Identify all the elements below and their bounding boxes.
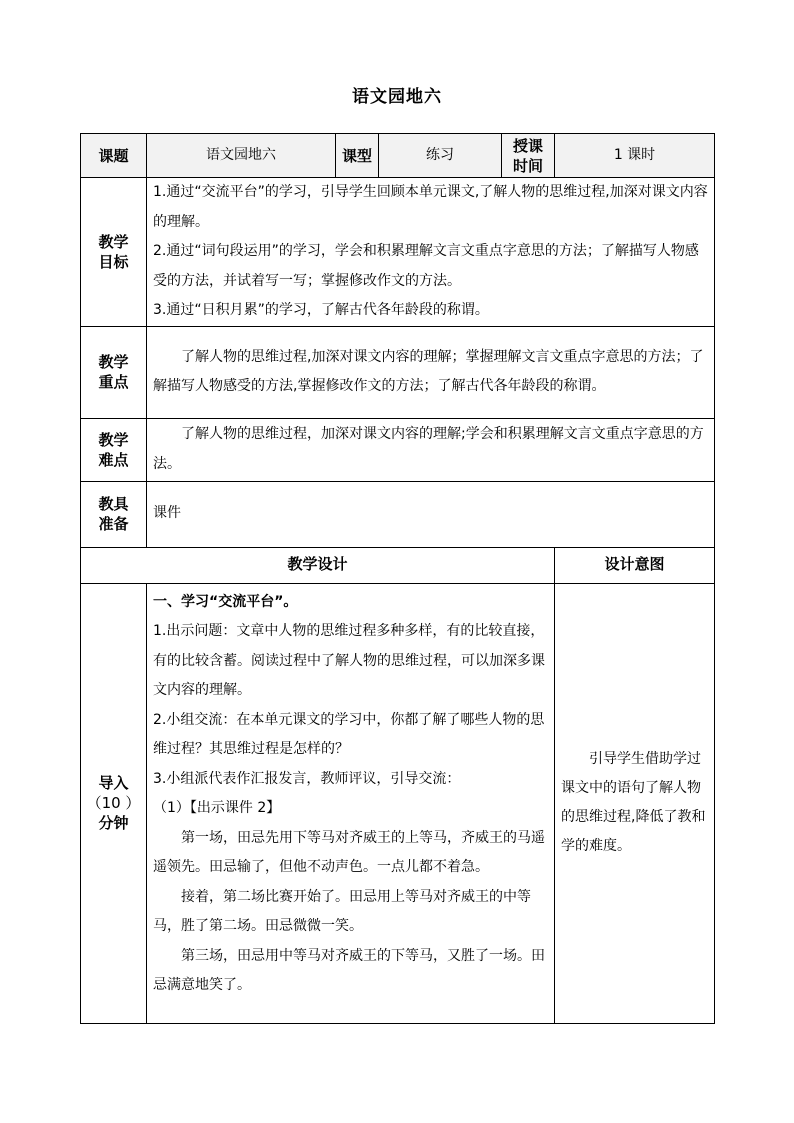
difficulties-content [147, 418, 715, 481]
time-value: 1 课时 [555, 134, 715, 178]
time-label-line1: 授课 [512, 136, 543, 155]
intro-label-line3: 分钟 [98, 814, 129, 832]
time-label [502, 134, 555, 178]
type-value: 练习 [379, 134, 502, 178]
intro-para: （1）【出示课件 2】 [153, 800, 281, 816]
intro-para: 接着，第二场比赛开始了。田忌用上等马对齐威王的中等马，胜了第二场。田忌微微一笑。 [153, 888, 531, 934]
intro-intent [555, 583, 715, 1023]
objectives-label [81, 178, 147, 327]
intro-heading: 一、学习“交流平台”。 [153, 593, 298, 610]
key-points-text: 了解人物的思维过程,加深对课文内容的理解；掌握理解文言文重点字意思的方法；了解描写人物感受的方法,掌握修改作文的方法；了解古代各年龄段的称谓。 [153, 348, 704, 394]
type-label: 课型 [336, 134, 379, 178]
materials-content: 课件 [147, 481, 715, 547]
intro-para: 第三场，田忌用中等马对齐威王的下等马，又胜了一场。田忌满意地笑了。 [153, 947, 545, 993]
topic-value: 语文园地六 [147, 134, 336, 178]
difficulties-label-line2: 难点 [98, 450, 129, 469]
objectives-label-line1: 教学 [98, 232, 129, 251]
materials-label [81, 481, 147, 547]
key-points-content [147, 326, 715, 418]
intro-content [147, 583, 555, 1023]
intro-label-line1: 导入 [98, 774, 129, 792]
intro-label-line2: （10 ） [86, 794, 141, 812]
intro-para: 2.小组交流：在本单元课文的学习中，你都了解了哪些人物的思维过程？其思维过程是怎样的？ [153, 711, 545, 757]
intro-label [81, 583, 147, 1023]
design-header: 教学设计 [81, 547, 555, 583]
time-label-line2: 时间 [512, 156, 543, 175]
difficulties-label [81, 418, 147, 481]
materials-label-line1: 教具 [98, 495, 129, 513]
difficulties-row [81, 418, 715, 481]
materials-row [81, 481, 715, 547]
design-header-row [81, 547, 715, 583]
intro-para: 3.小组派代表作汇报发言，教师评议，引导交流： [153, 770, 461, 787]
objective-item: 2.通过“词句段运用”的学习，学会和积累理解文言文重点字意思的方法；了解描写人物感受的方法，并试着写一写；掌握修改作文的方法。 [153, 243, 699, 289]
key-points-row [81, 326, 715, 418]
difficulties-label-line1: 教学 [98, 430, 129, 449]
intro-para: 1.出示问题：文章中人物的思维过程多种多样，有的比较直接，有的比较含蓄。阅读过程中了解人物的思维过程，可以加深多课文内容的理解。 [153, 623, 545, 698]
difficulties-text: 了解人物的思维过程，加深对课文内容的理解;学会和积累理解文言文重点字意思的方法。 [153, 426, 704, 472]
intro-row [81, 583, 715, 1023]
objective-item: 1.通过“交流平台”的学习，引导学生回顾本单元课文,了解人物的思维过程,加深对课文内容的理解。 [153, 184, 708, 230]
key-points-label-line2: 重点 [98, 373, 129, 391]
intro-intent-text: 引导学生借助学过课文中的语句了解人物的思维过程,降低了教和学的难度。 [561, 751, 706, 854]
lesson-plan-table [80, 133, 715, 1024]
key-points-label-line1: 教学 [98, 353, 129, 371]
intro-para: 第一场，田忌先用下等马对齐威王的上等马，齐威王的马遥遥领先。田忌输了，但他不动声色。一点儿都不着急。 [153, 829, 545, 875]
materials-label-line2: 准备 [98, 515, 129, 533]
document-title: 语文园地六 [352, 87, 442, 107]
objective-item: 3.通过“日积月累”的学习，了解古代各年龄段的称谓。 [153, 302, 489, 318]
objectives-content [147, 178, 715, 327]
key-points-label [81, 326, 147, 418]
header-row [81, 134, 715, 178]
objectives-label-line2: 目标 [98, 252, 129, 271]
objectives-row [81, 178, 715, 327]
intent-header: 设计意图 [555, 547, 715, 583]
topic-label: 课题 [81, 134, 147, 178]
